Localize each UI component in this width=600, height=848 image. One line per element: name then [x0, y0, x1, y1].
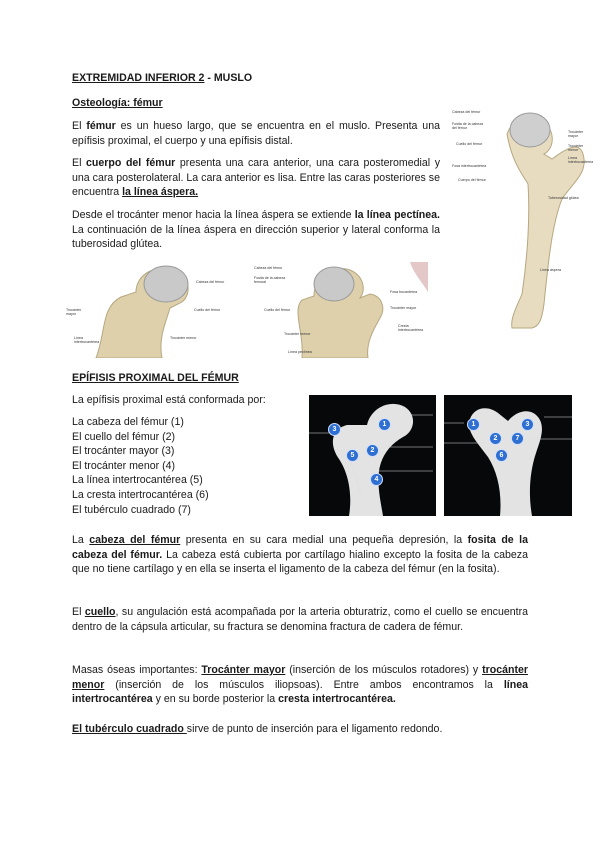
xray1-marker-1: 1 — [378, 418, 391, 431]
label-fosa: Fosa intertrocantérea — [452, 164, 487, 168]
xray1-marker-5: 5 — [346, 449, 359, 462]
proximal-femur-posterior-figure — [252, 262, 428, 358]
prox2-label-linea-pectinea: Línea pectínea — [288, 350, 312, 354]
label-trocanter-mayor: Trocánter mayor — [568, 130, 584, 138]
xray2-marker-3: 3 — [521, 418, 534, 431]
title-rest: - MUSLO — [204, 72, 253, 84]
label-linea-aspera: Línea áspera — [540, 268, 561, 272]
xray1-marker-2: 2 — [366, 444, 379, 457]
label-tuberosidad: Tuberosidad glútea — [548, 196, 579, 200]
xray-image-posterior — [444, 395, 572, 516]
prox1-label-trocanter-mayor: Trocánter mayor — [66, 308, 82, 316]
paragraph-tuberculo: El tubérculo cuadrado sirve de punto de inserción para el ligamento redondo. — [72, 723, 443, 735]
paragraph-linea-pectinea: Desde el trocánter menor hacia la línea áspera se extiende la línea pectínea. La continuación de la línea áspera en dirección superior y lateral conforma la tuberosidad glútea. — [72, 209, 441, 251]
prox2-label-trocanter-mayor: Trocánter mayor — [390, 306, 417, 310]
label-cabeza: Cabeza del fémur — [452, 110, 481, 114]
label-trocanter-menor: Trocánter menor — [568, 144, 584, 152]
epifisis-list — [72, 415, 209, 517]
xray2-marker-6: 6 — [495, 449, 508, 462]
prox1-label-trocanter-menor: Trocánter menor — [170, 336, 197, 340]
list-item: El trocánter menor (4) — [72, 459, 176, 472]
list-item: La cresta intertrocantérea (6) — [72, 488, 209, 501]
prox1-label-linea: Línea intertrocantérea — [74, 336, 100, 344]
label-cuerpo: Cuerpo del fémur — [458, 178, 486, 182]
xray2-marker-2: 2 — [489, 432, 502, 445]
paragraph-masas-oseas: Masas óseas importantes: Trocánter mayor (inserción de los músculos rotadores) y trocánter menor (inserción de los músculos iliopsoas). Entre ambos encontramos la línea intertrocantérea y en su borde posterior la cresta intertrocantérea. — [72, 664, 528, 706]
xray1-marker-4: 4 — [370, 473, 383, 486]
prox2-label-cuello: Cuello del fémur — [264, 308, 291, 312]
list-item: El tubérculo cuadrado (7) — [72, 503, 191, 516]
prox2-label-cabeza: Cabeza del fémur — [254, 266, 283, 270]
list-item: La línea intertrocantérea (5) — [72, 474, 203, 487]
paragraph-cabeza: La cabeza del fémur presenta en su cara medial una pequeña depresión, la fosita de la cabeza del fémur. La cabeza está cubierta por cartílago hialino excepto la fosita de la cabeza que no tiene cartílago y en ella se inserta el ligamento de la cabeza del fémur (en la fosita). — [72, 534, 528, 576]
paragraph-cuerpo: El cuerpo del fémur presenta una cara anterior, una cara posteromedial y una cara posterolateral. La cara anterior es lisa. Entre las caras posteriores se encuentra la línea áspera. — [72, 157, 440, 199]
label-linea-intertroc: Línea intertrocantérea — [568, 156, 594, 164]
xray1-marker-3: 3 — [328, 423, 341, 436]
xray-image-anterior — [309, 395, 436, 516]
femur-anterior-figure — [452, 104, 592, 330]
prox1-label-cuello: Cuello del fémur — [194, 308, 221, 312]
paragraph-femur-intro: El fémur es un hueso largo, que se encuentra en el muslo. Presenta una epífisis proximal, el cuerpo y una epífisis distal. — [72, 120, 440, 147]
label-fosita: Fosita de la cabeza del fémur — [452, 122, 484, 130]
prox2-label-fosita: Fosita de la cabeza femoral — [254, 276, 286, 284]
list-item: El trocánter mayor (3) — [72, 445, 175, 458]
label-cuello: Cuello del fémur — [456, 142, 483, 146]
section-heading-osteologia: Osteología: fémur — [72, 97, 163, 109]
section-heading-epifisis: EPÍFISIS PROXIMAL DEL FÉMUR — [72, 372, 239, 384]
list-item: La cabeza del fémur (1) — [72, 416, 184, 428]
xray-bone-2 — [444, 395, 572, 516]
paragraph-cuello: El cuello, su angulación está acompañada por la arteria obturatriz, como el cuello se encuentra dentro de la cápsula articular, su fractura se denomina fractura de cadera de fémur. — [72, 606, 528, 633]
xray2-marker-7: 7 — [511, 432, 524, 445]
xray2-marker-1: 1 — [467, 418, 480, 431]
proximal-femur-anterior-figure — [66, 262, 236, 358]
prox2-label-cresta: Cresta intertrocantérea — [398, 324, 424, 332]
epifisis-intro: La epífisis proximal está conformada por: — [72, 394, 266, 406]
prox2-label-fosa: Fosa trocantérea — [390, 290, 418, 294]
title-main: EXTREMIDAD INFERIOR 2 — [72, 72, 205, 84]
document-title — [72, 71, 252, 86]
prox2-label-trocanter-menor: Trocánter menor — [284, 332, 311, 336]
prox1-label-cabeza: Cabeza del fémur — [196, 280, 225, 284]
list-item: El cuello del fémur (2) — [72, 430, 176, 443]
